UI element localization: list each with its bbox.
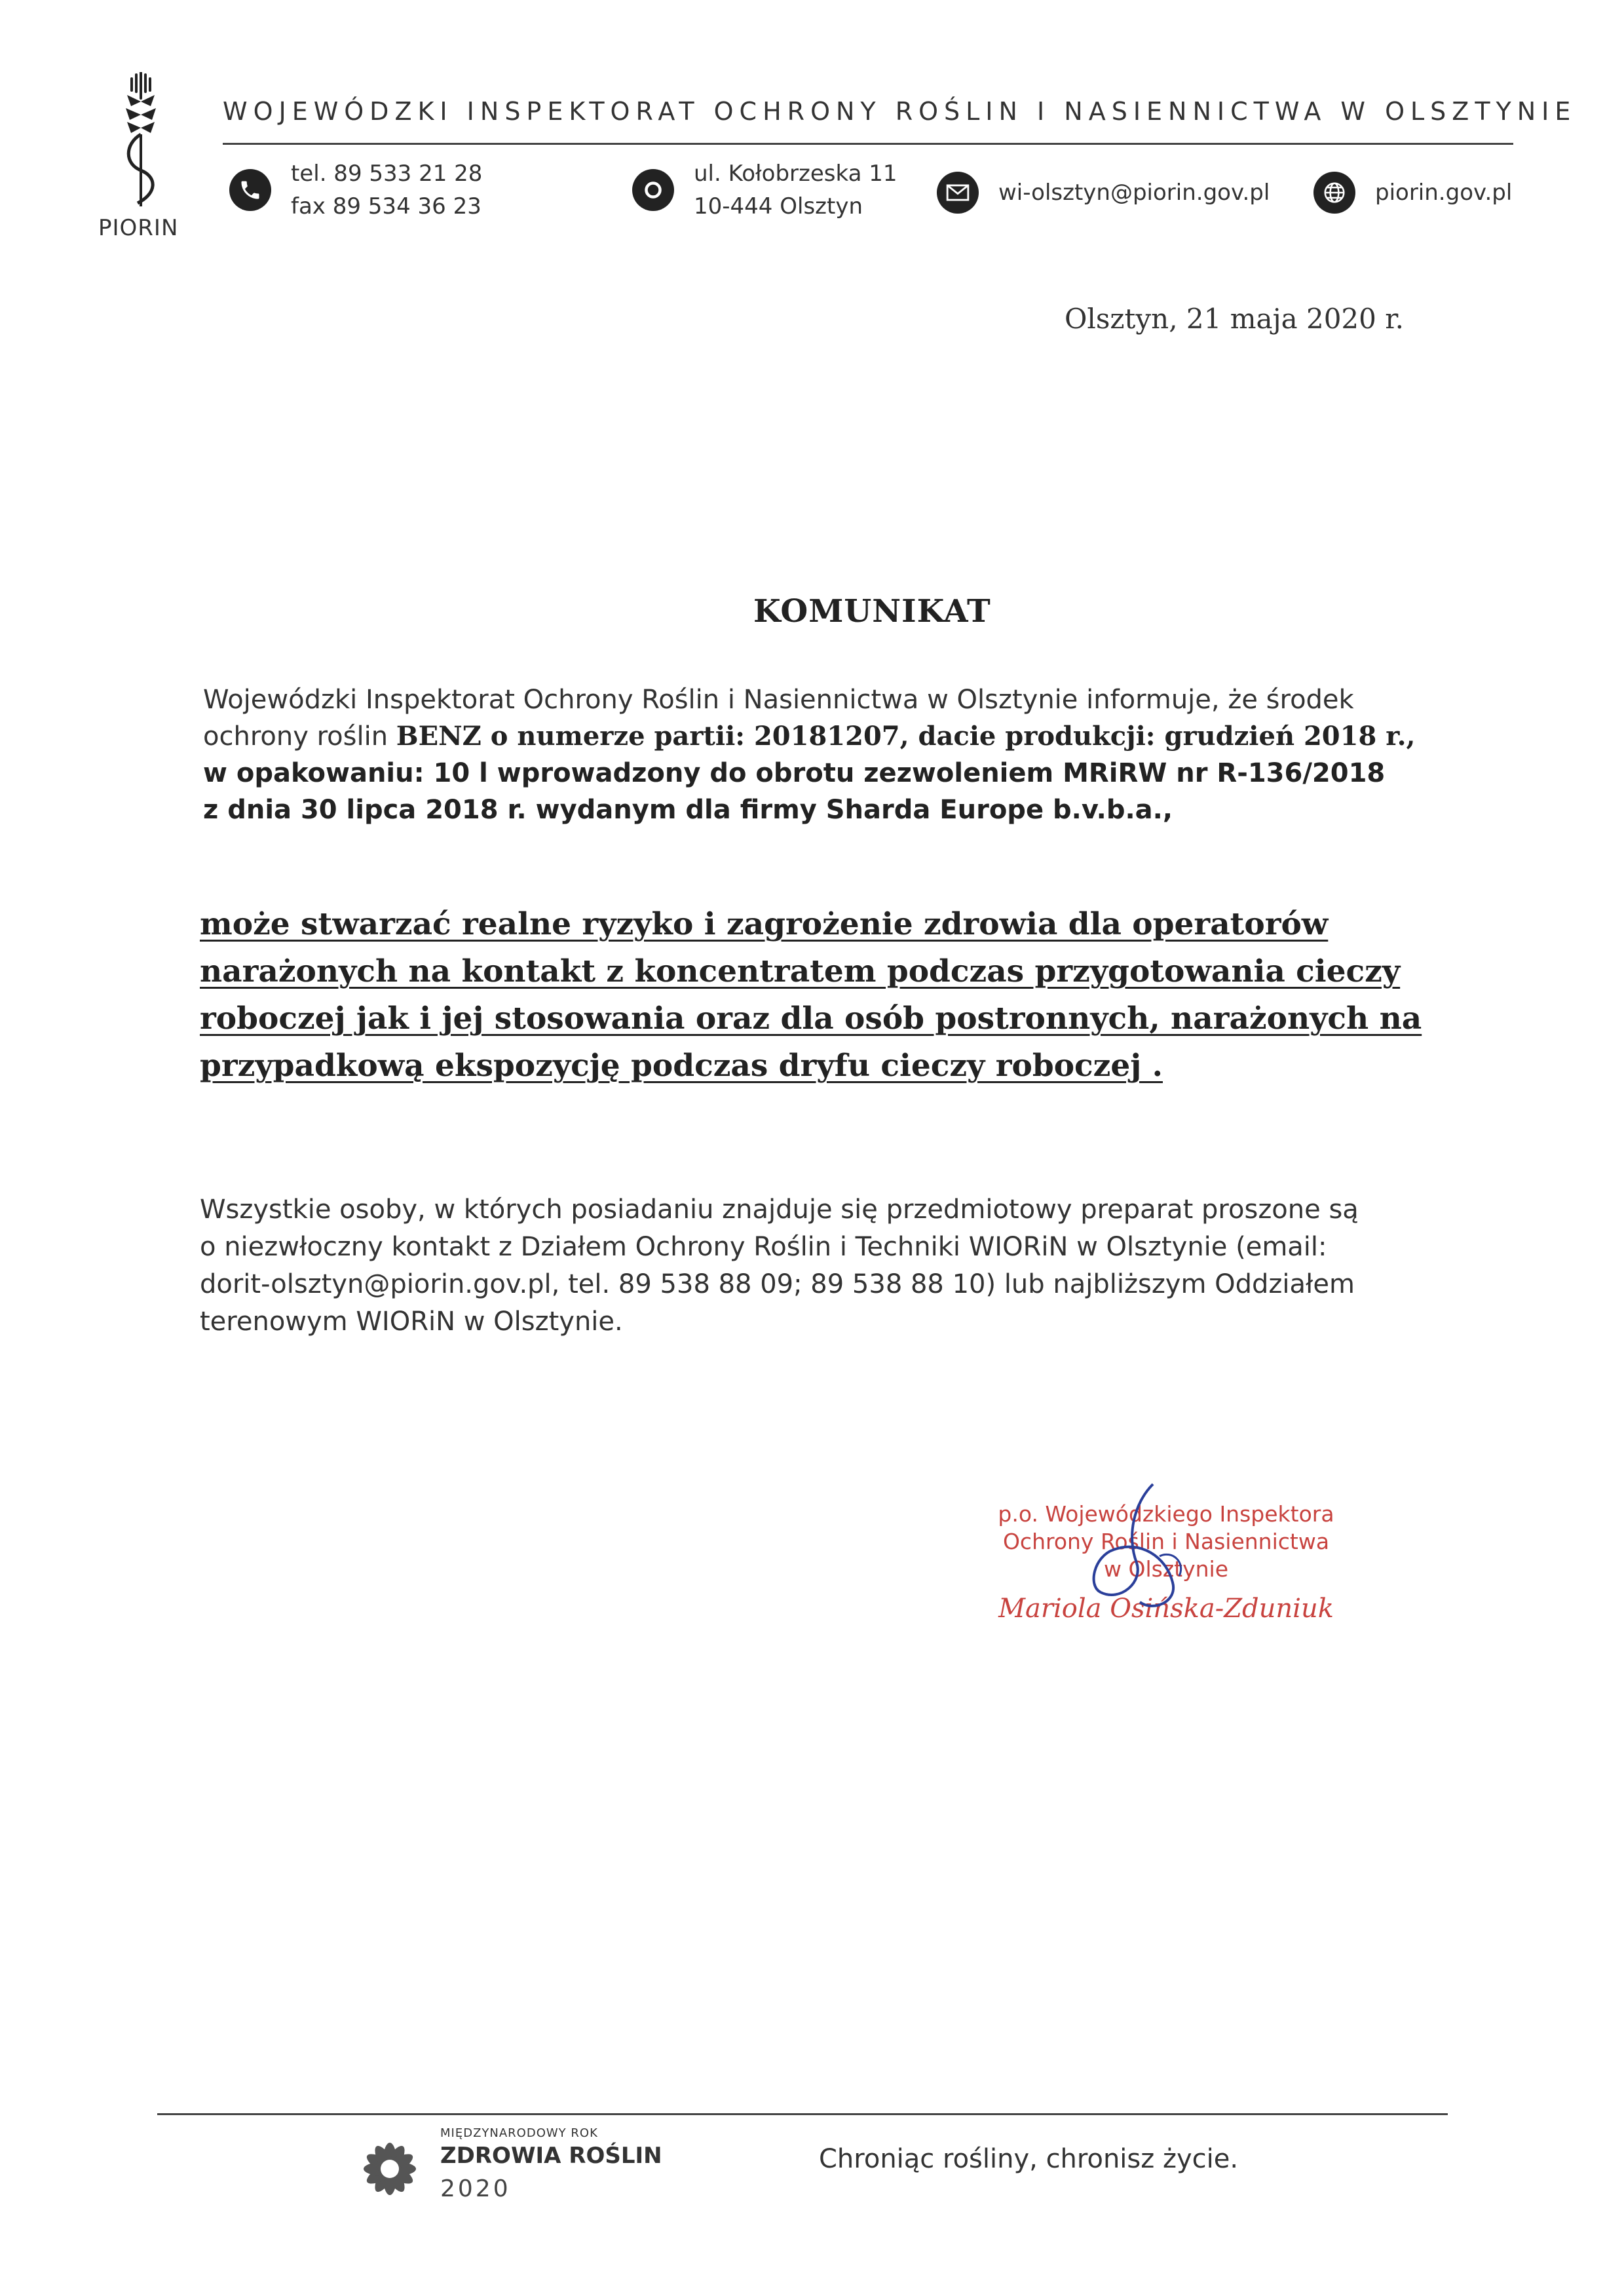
email-address: wi-olsztyn@piorin.gov.pl — [998, 180, 1270, 206]
footer-divider — [157, 2113, 1448, 2115]
footer-caption: MIĘDZYNARODOWY ROK — [440, 2126, 598, 2140]
footer-year: 2020 — [440, 2175, 511, 2202]
paragraph-line: o niezwłoczny kontakt z Działem Ochrony Roślin i Techniki WIORiN w Olsztynie (email: — [200, 1232, 1327, 1262]
phone-icon — [229, 169, 271, 211]
header-divider — [223, 143, 1513, 145]
phone-number: tel. 89 533 21 28 — [291, 161, 483, 187]
paragraph-line: Wszystkie osoby, w których posiadaniu znajduje się przedmiotowy preparat proszone są — [200, 1195, 1359, 1225]
handwritten-signature — [1074, 1478, 1205, 1622]
paragraph-line — [203, 718, 1435, 755]
contact-web — [1313, 172, 1512, 214]
footer-slogan: Chroniąc rośliny, chronisz życie. — [819, 2144, 1239, 2174]
document-date: Olsztyn, 21 maja 2020 r. — [1065, 303, 1405, 335]
location-pin-icon — [632, 169, 674, 211]
stamp-line: p.o. Wojewódzkiego Inspektora — [998, 1501, 1334, 1527]
paragraph-line: Wojewódzki Inspektorat Ochrony Roślin i Nasiennictwa w Olsztynie informuje, że środek — [203, 685, 1354, 715]
stamp-line: Ochrony Roślin i Nasiennictwa — [1002, 1529, 1330, 1554]
stamp-line: w Olsztynie — [1104, 1556, 1228, 1582]
paragraph-line: terenowym WIORiN w Olsztynie. — [200, 1307, 623, 1337]
contact-phone — [229, 157, 482, 223]
signatory-name: Mariola Osińska-Zduniuk — [998, 1594, 1334, 1624]
text-span: ochrony roślin — [203, 721, 396, 752]
piorin-logo — [92, 72, 183, 242]
warning-line: narażonych na kontakt z koncentratem podczas przygotowania cieczy — [200, 953, 1401, 989]
announcement-paragraph — [203, 681, 1435, 828]
contact-address — [632, 157, 897, 223]
contact-request-paragraph — [200, 1191, 1445, 1341]
organization-name: WOJEWÓDZKI INSPEKTORAT OCHRONY ROŚLIN I NASIENNICTWA W OLSZTYNIE — [223, 97, 1577, 126]
wheat-ear-icon — [118, 72, 164, 210]
envelope-icon — [937, 172, 979, 214]
warning-line: może stwarzać realne ryzyko i zagrożenie zdrowia dla operatorów — [200, 906, 1329, 942]
footer-title: ZDROWIA ROŚLIN — [440, 2143, 662, 2169]
paragraph-line-bold: w opakowaniu: 10 l wprowadzony do obrotu zezwoleniem MRiRW nr R-136/2018 — [203, 758, 1386, 788]
paragraph-line: dorit-olsztyn@piorin.gov.pl, tel. 89 538 88 09; 89 538 88 10) lub najbliższym Oddziałem — [200, 1269, 1355, 1299]
website: piorin.gov.pl — [1375, 180, 1513, 206]
address-city: 10-444 Olsztyn — [694, 193, 863, 220]
warning-line: roboczej jak i jej stosowania oraz dla osób postronnych, narażonych na — [200, 1001, 1422, 1037]
document-title: KOMUNIKAT — [753, 593, 991, 630]
product-details: BENZ o numerze partii: 20181207, dacie produkcji: grudzień 2018 r., — [396, 721, 1416, 752]
address-street: ul. Kołobrzeska 11 — [694, 161, 897, 187]
plant-health-emblem-icon — [354, 2133, 426, 2205]
warning-line: przypadkową ekspozycję podczas dryfu cieczy roboczej . — [200, 1048, 1163, 1084]
logo-text: PIORIN — [98, 215, 179, 241]
globe-icon — [1313, 172, 1355, 214]
contact-email — [937, 172, 1270, 214]
fax-number: fax 89 534 36 23 — [291, 193, 482, 220]
warning-paragraph — [200, 901, 1438, 1090]
paragraph-line-bold: z dnia 30 lipca 2018 r. wydanym dla firmy Sharda Europe b.v.b.a., — [203, 795, 1173, 825]
